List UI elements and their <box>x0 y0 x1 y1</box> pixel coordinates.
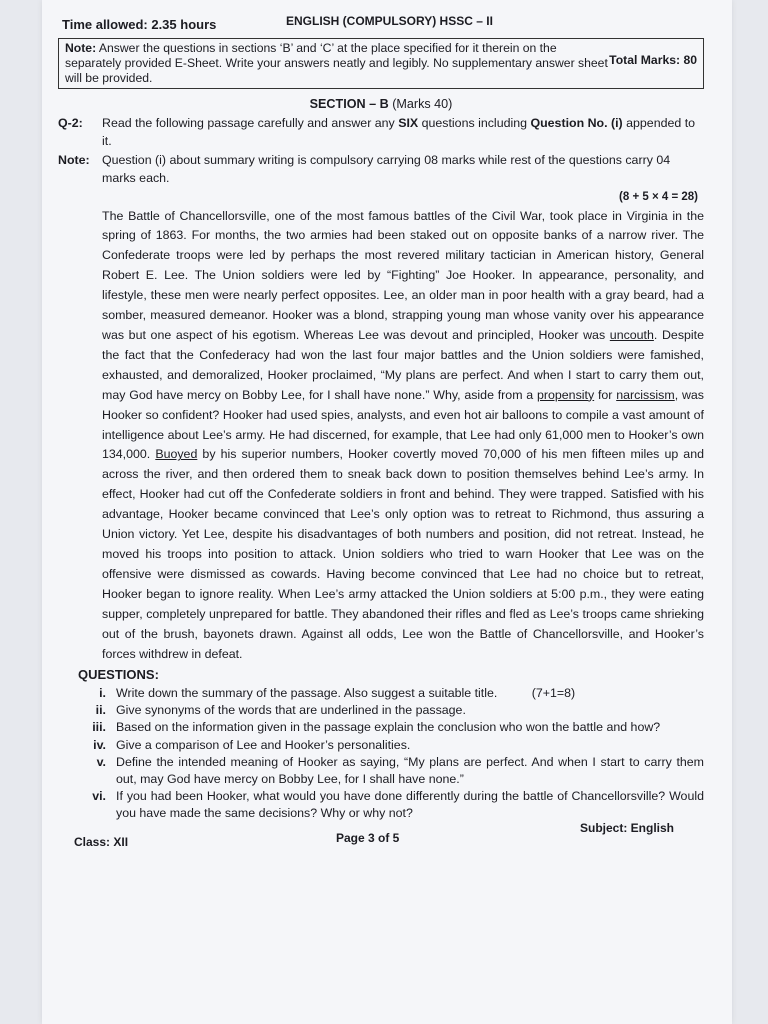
list-item <box>58 737 704 754</box>
question-label: Q-2: <box>58 115 83 130</box>
class-label: Class: XII <box>74 834 129 849</box>
page-footer <box>58 820 704 849</box>
reading-passage <box>102 207 704 665</box>
question-text: Based on the information given in the passage explain the conclusion who won the battle and how? <box>116 720 661 735</box>
section-heading <box>58 95 704 114</box>
instructions-box <box>58 38 704 89</box>
question-text: Give a comparison of Lee and Hooker’s personalities. <box>116 737 411 752</box>
question-number: v. <box>96 754 106 769</box>
section-name: SECTION – B <box>309 97 389 111</box>
question-text-body: Write down the summary of the passage. Also suggest a suitable title. <box>116 686 498 700</box>
instruction-question-no: Question No. (i) <box>530 115 623 130</box>
instruction-six: SIX <box>398 115 419 130</box>
question-text: Give synonyms of the words that are underlined in the passage. <box>116 703 466 718</box>
question-marks: (7+1=8) <box>531 686 576 700</box>
note-2-label: Note: <box>58 152 90 167</box>
note-2 <box>58 151 704 188</box>
marks-scheme: (8 + 5 × 4 = 28) <box>619 190 698 203</box>
questions-list <box>58 685 704 823</box>
page-content <box>58 8 704 849</box>
passage-text: The Battle of Chancellorsville, one of the most famous battles of the Civil War, took place in Virginia in the spring of 1863. For months, the two armies had been staked out on opposite banks of a narrow river. The Confederate troops were led by perhaps the most revered military tactician in American history, General Robert E. Lee. The Union soldiers were led by “Fighting” Joe Hooker. In appearance, personality, and lifestyle, these men were nearly perfect opposites. Lee, an older man in poor health with a gray beard, had a somber, measured demeanor. Hooker was a blond, strapping young man whose vanity over his appearance was but one aspect of his egotism. Whereas Lee was devout and principled, Hooker was <box>102 208 704 342</box>
question-text <box>116 685 704 702</box>
note-text: Answer the questions in sections ‘B’ and ‘C’ at the place specified for it therein on the separately provided E-Sheet. Write your answers neatly and legibly. No supplementary answer sheet will be provided. <box>65 41 608 85</box>
instruction-part: Read the following passage carefully and answer any <box>102 115 399 130</box>
question-text: Define the intended meaning of Hooker as saying, “My plans are perfect. And when I start to carry them out, may God have mercy on Bobby Lee, for I shall have none.” <box>116 754 704 787</box>
question-number: vi. <box>92 789 106 804</box>
question-instruction <box>102 114 704 151</box>
list-item <box>58 754 704 788</box>
question-number: iv. <box>93 737 106 752</box>
time-allowed: Time allowed: 2.35 hours <box>62 17 217 32</box>
question-text: If you had been Hooker, what would you have done differently during the battle of Chancellorsville? Would you have made the same decisions? Why or why not? <box>116 789 704 821</box>
passage-text: , was Hooker so confident? Hooker had used spies, analysts, and even hot air balloons to compile a vast amount of intelligence about Lee’s army. He had discerned, for example, that Lee had only 61,000 men to Hooker’s own 134,000. <box>102 387 704 462</box>
total-marks: Total Marks: 80 <box>609 53 697 67</box>
subject-label: Subject: English <box>579 820 674 835</box>
passage-text: . Despite the fact that the Confederacy had won the last four major battles and the Union soldiers were famished, exhausted, and demoralized, Hooker proclaimed, “My plans are perfect. And when I start to carry them out, may God have mercy on Bobby Lee, for I shall have none.” Why, aside from a <box>102 328 704 402</box>
list-item <box>58 719 704 736</box>
passage-text: for <box>594 387 617 402</box>
questions-heading: QUESTIONS: <box>78 667 159 683</box>
instruction-part: appended to it. <box>102 115 696 149</box>
passage-text: by his superior numbers, Hooker covertly moved 70,000 of his men fifteen miles up and across the river, and then ordered them to sneak back down to position themselves behind Lee’s army. In effect, Hooker had cut off the Confederate soldiers in front and behind. They were trapped. Satisfied with his advantage, Hooker became convinced that Lee’s only option was to retreat to Richmond, thus assuring a Union victory. Yet Lee, despite his disadvantages of both numbers and position, did not retreat. Instead, he moved his troops into position to attack. Union soldiers who tried to warn Hooker that Lee was on the offensive were dismissed as cowards. Having become convinced that Lee had no choice but to retreat, Hooker began to ignore reality. When Lee’s army attacked the Union soldiers at 5:00 p.m., they were eating supper, completely unprepared for battle. They abandoned their rifles and fled as Lee’s troops came shrieking out of the brush, bayonets drawn. Against all odds, Lee won the Battle of Chancellorsville, and Hooker’s forces withdrew in defeat. <box>102 447 704 661</box>
underlined-word: propensity <box>536 387 595 402</box>
paper-title: ENGLISH (COMPULSORY) HSSC – II <box>286 14 493 28</box>
list-item <box>58 702 704 719</box>
underlined-word: narcissism <box>616 387 675 402</box>
list-item <box>58 685 704 702</box>
list-item <box>58 788 704 822</box>
question-number: i. <box>99 686 106 700</box>
note-2-text: Question (i) about summary writing is compulsory carrying 08 marks while rest of the questions carry 04 marks each. <box>102 152 671 186</box>
section-marks: (Marks 40) <box>392 97 453 111</box>
underlined-word: Buoyed <box>155 447 198 462</box>
page-header <box>58 8 704 38</box>
question-2 <box>58 114 704 151</box>
instruction-part: questions including <box>418 115 531 130</box>
page-number: Page 3 of 5 <box>336 830 400 845</box>
question-number: iii. <box>92 720 106 735</box>
note-label: Note: <box>65 41 97 55</box>
question-number: ii. <box>95 703 106 718</box>
underlined-word: uncouth <box>609 328 654 342</box>
